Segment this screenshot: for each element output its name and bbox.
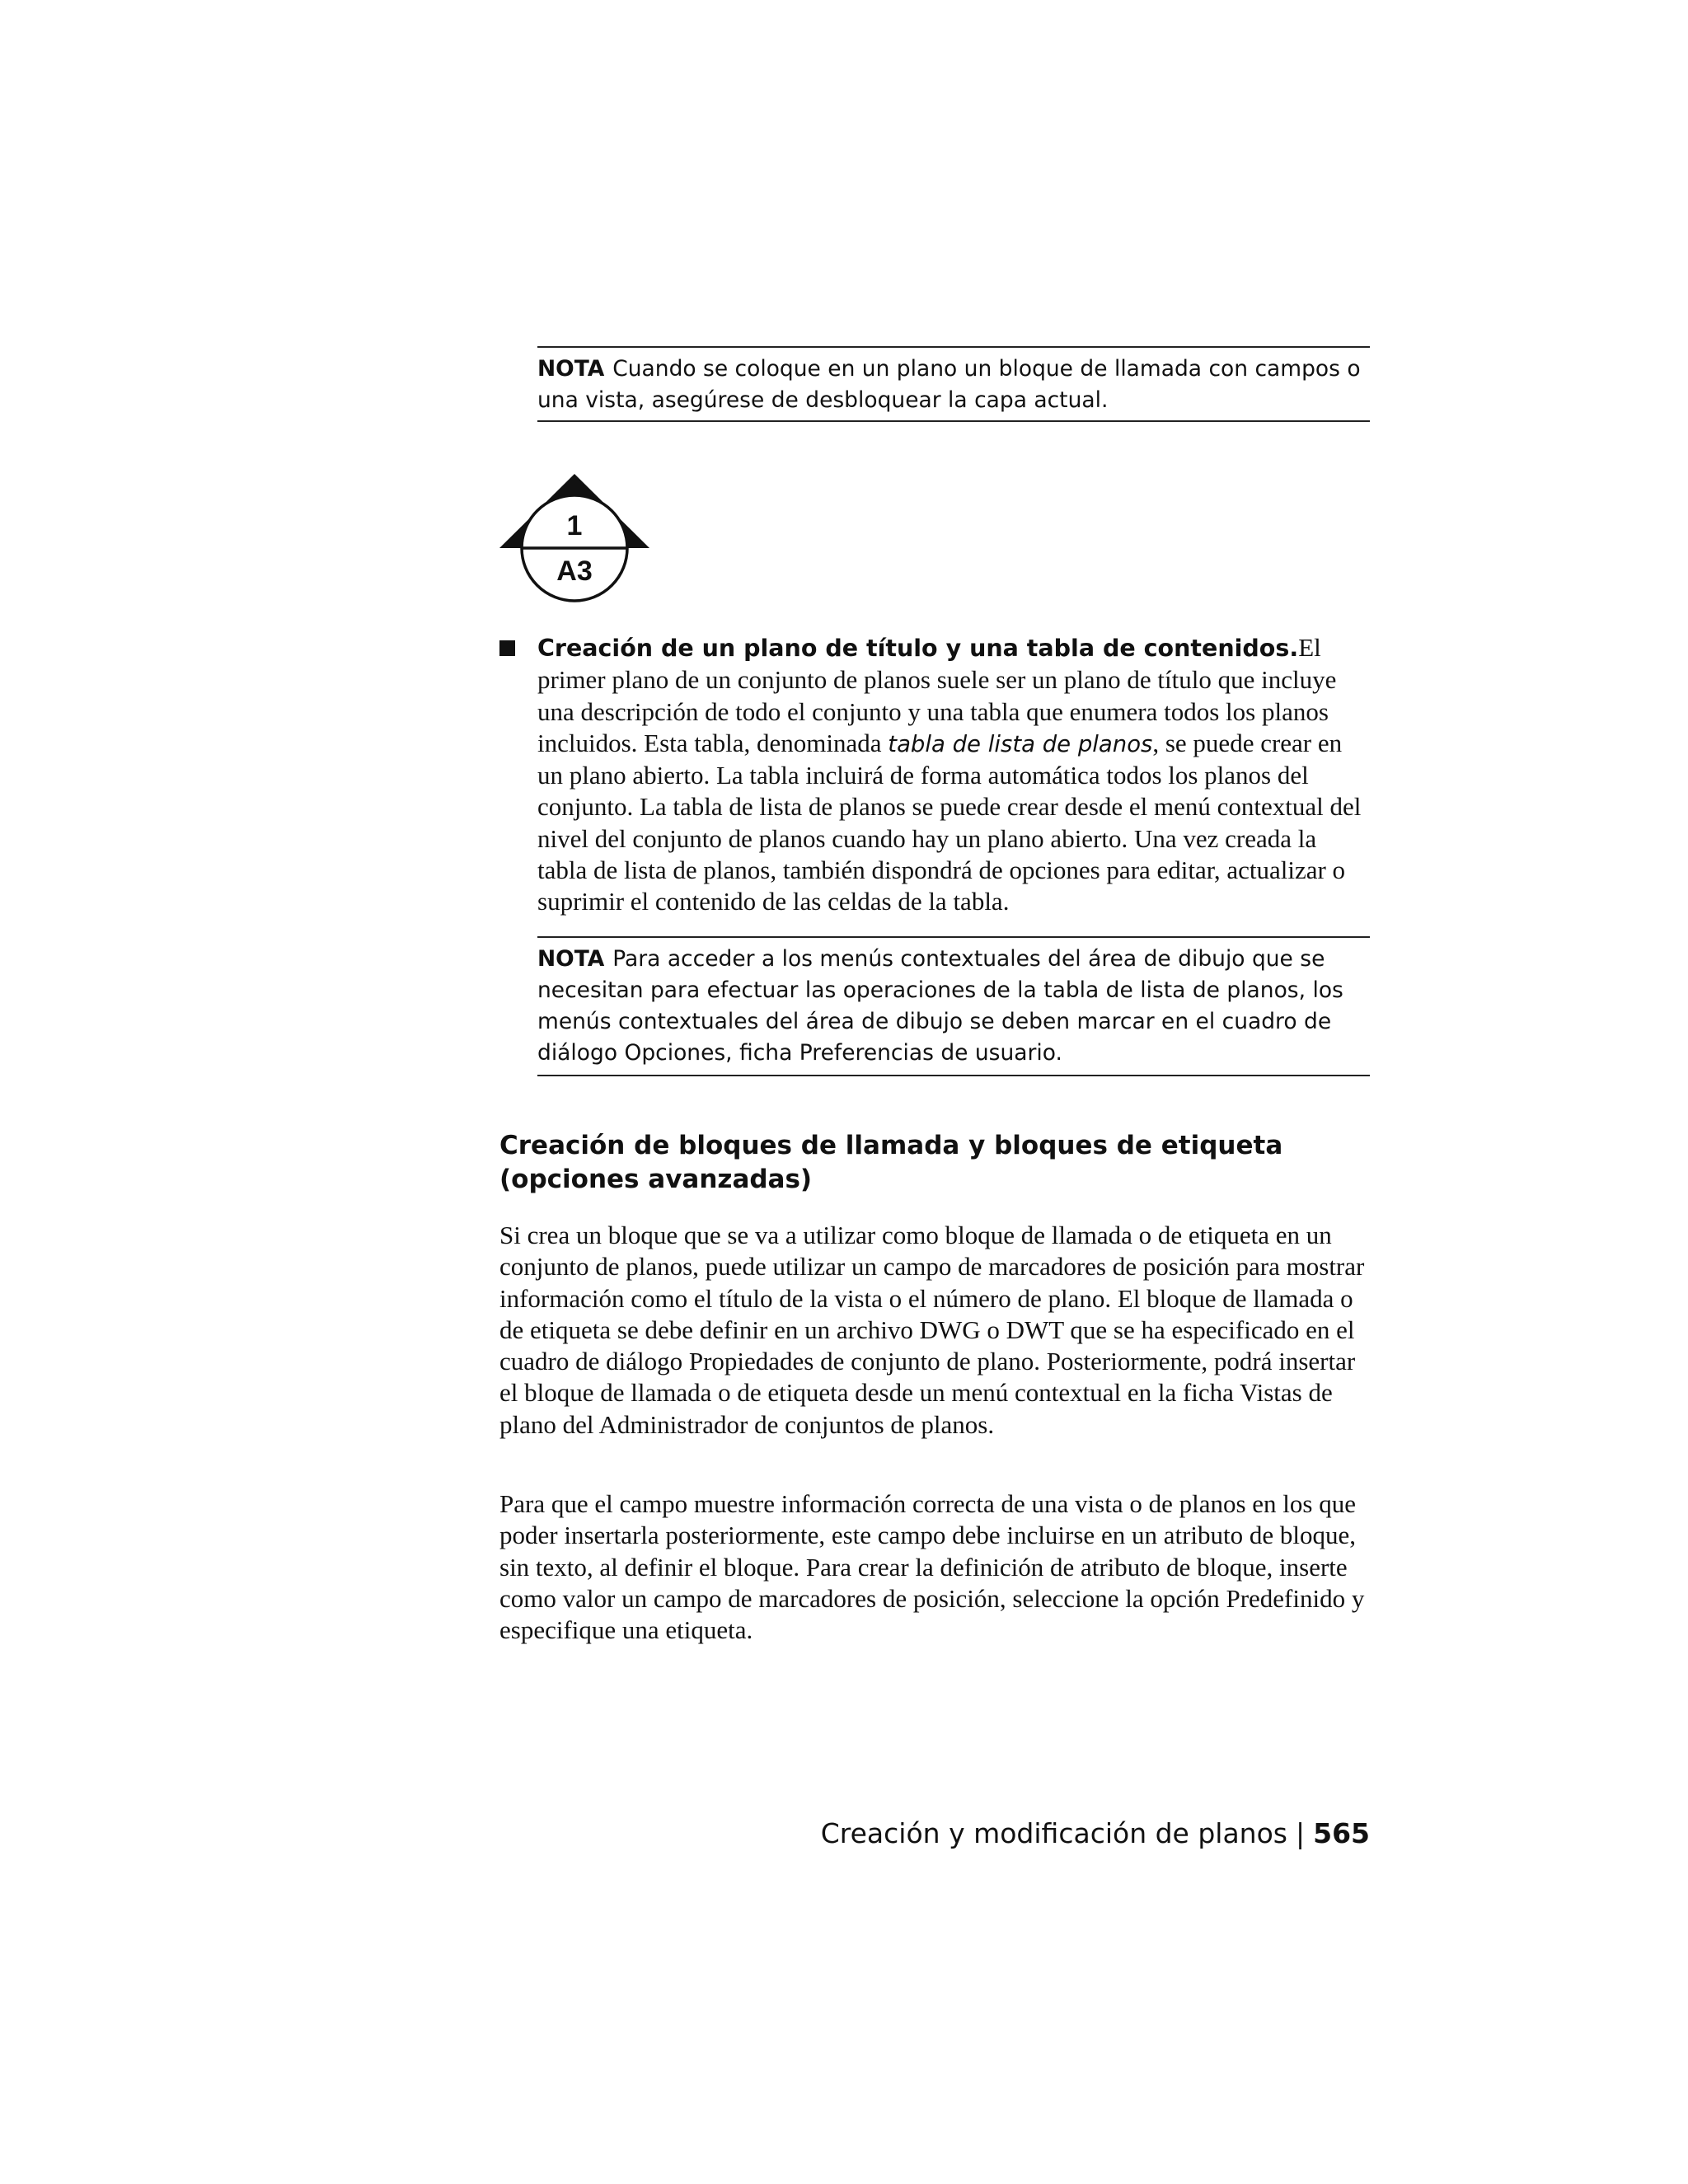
bullet-italic-term: tabla de lista de planos: [888, 730, 1153, 757]
body-paragraph: Para que el campo muestre información correcta de una vista o de planos en los que poder insertarla posteriormente, este campo debe incluirse en un atributo de bloque, sin texto, al definir el bloque. Para crear la definición de atributo de bloque, inserte como valor un campo de marcadores de posición, seleccione la opción Predefinido y especifique una etiqueta.: [499, 1489, 1365, 1645]
bullet-body-2: , se puede crear en un plano abierto. La tabla incluirá de forma automática todos los planos del conjunto. La tabla de lista de planos se puede crear desde el menú contextual del nivel del conjunto de planos cuando hay un plano abierto. Una vez creada la tabla de lista de planos, también dispondrá de opciones para editar, actualizar o suprimir el contenido de las celdas de la tabla.: [537, 728, 1362, 916]
bullet-text: [537, 632, 1370, 918]
bullet-lead: Creación de un plano de título y una tabla de contenidos.: [537, 635, 1299, 662]
note-box: [537, 936, 1370, 1076]
note-label: NOTA: [537, 946, 605, 972]
callout-sheet-number: A3: [556, 555, 593, 587]
section-heading: Creación de bloques de llamada y bloques de etiqueta (opciones avanzadas): [499, 1131, 1283, 1194]
page-number: 565: [1313, 1817, 1370, 1849]
bullet-square-icon: [499, 640, 515, 656]
page-footer: [821, 1817, 1370, 1850]
callout-block-figure: [496, 472, 653, 604]
note-box: [537, 346, 1370, 422]
callout-top-number: 1: [566, 510, 583, 541]
bullet-body-1: El primer plano de un conjunto de planos suele ser un plano de título que incluye una descripción de todo el conjunto y una tabla que enumera todos los planos incluidos. Esta tabla, denominada: [537, 633, 1337, 757]
body-paragraph: Si crea un bloque que se va a utilizar como bloque de llamada o de etiqueta en un conjunto de planos, puede utilizar un campo de marcadores de posición para mostrar información como el título de la vista o el número de plano. El bloque de llamada o de etiqueta se debe definir en un archivo DWG o DWT que se ha especificado en el cuadro de diálogo Propiedades de conjunto de plano. Posteriormente, podrá insertar el bloque de llamada o de etiqueta desde un menú contextual en la ficha Vistas de plano del Administrador de conjuntos de planos.: [499, 1221, 1365, 1439]
note-text: Para acceder a los menús contextuales del área de dibujo que se necesitan para efectuar las operaciones de la tabla de lista de planos, los menús contextuales del área de dibujo se deben marcar en el cuadro de diálogo Opciones, ficha Preferencias de usuario.: [537, 946, 1343, 1066]
note-label: NOTA: [537, 356, 605, 382]
note-text: Cuando se coloque en un plano un bloque de llamada con campos o una vista, asegúrese de desbloquear la capa actual.: [537, 356, 1361, 413]
footer-chapter-title: Creación y modificación de planos: [820, 1817, 1287, 1849]
footer-separator: |: [1295, 1817, 1306, 1849]
